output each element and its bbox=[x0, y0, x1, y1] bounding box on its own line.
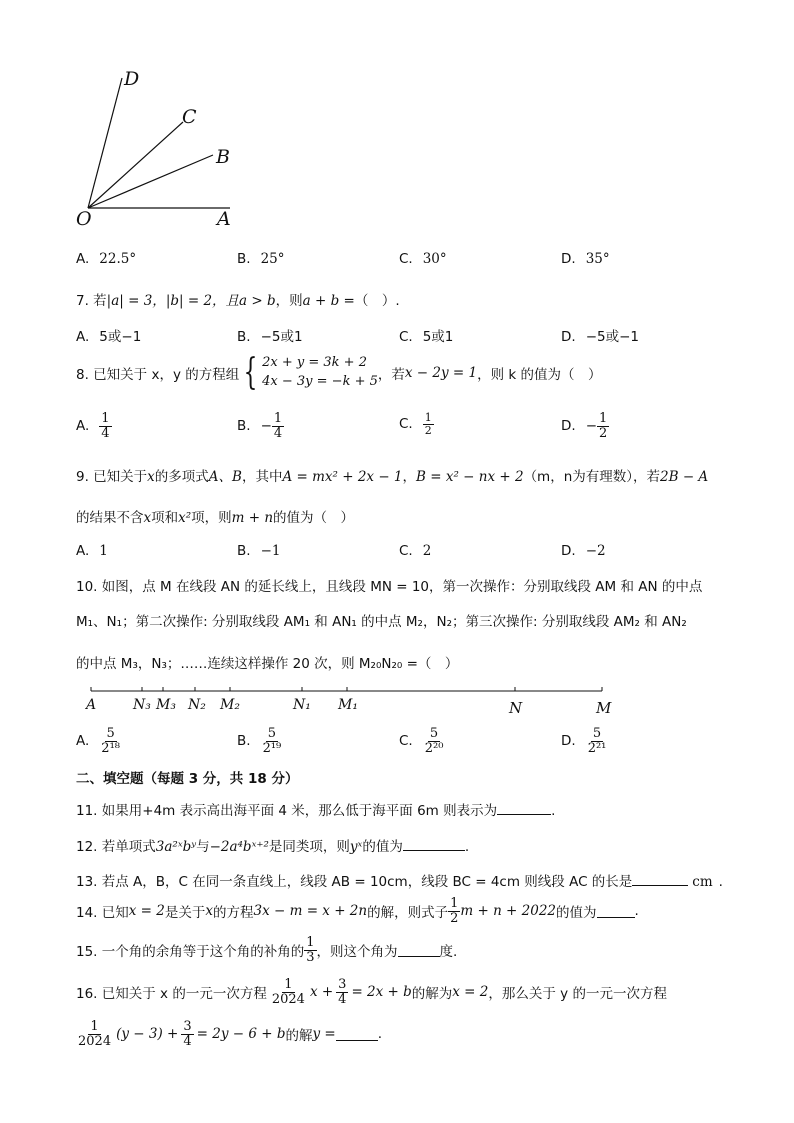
q11: 11. 如果用+4m 表示高出海平面 4 米，那么低于海平面 6m 则表示为 . bbox=[76, 803, 556, 819]
q16-line1: 16. 已知关于 x 的一元一次方程 $\frac{1}{2024}$ x + $\frac{3}{4}$ = 2x + b 的解为 x = 2 ，那么关于 y 的一元一次方程 bbox=[76, 977, 667, 1007]
label-d: D bbox=[124, 68, 140, 90]
q15-answer-blank[interactable] bbox=[398, 944, 440, 957]
pt-m2: M₂ bbox=[220, 697, 240, 713]
q14-answer-blank[interactable] bbox=[597, 905, 635, 918]
ray-ob bbox=[88, 155, 213, 208]
q16-answer-blank[interactable] bbox=[336, 1028, 378, 1041]
q8-option-b[interactable]: B. − $\frac{1}{4}$ bbox=[237, 411, 283, 441]
q7-stem: 7. 若|a| = 3，|b| = 2，且a > b，则a + b =（ ）. bbox=[76, 293, 400, 309]
q6-option-a[interactable]: A. 22.5° bbox=[76, 251, 137, 267]
q14: 14. 已知 x = 2 是关于 x 的方程 3x − m = x + 2n 的解，则式子 $\frac{1}{2}$ m + n + 2022 的值为 . bbox=[76, 896, 639, 926]
q7-option-d[interactable]: D. −5或−1 bbox=[561, 329, 639, 345]
q9-stem-line1: 9. 已知关于x的多项式A、B，其中A = mx² + 2x − 1，B = x² − nx + 2（m，n为有理数），若2B − A bbox=[76, 469, 709, 485]
q8-option-a[interactable]: A. $\frac{1}{4}$ bbox=[76, 411, 110, 441]
q10-option-c[interactable]: C. $\frac{5}{\text{2²⁰}}$ bbox=[399, 726, 444, 756]
system-brace: { bbox=[243, 351, 258, 393]
q12: 12. 若单项式3a²ˣbʸ与−2a⁴bˣ⁺²是同类项，则yˣ的值为 . bbox=[76, 839, 470, 855]
q7-option-a[interactable]: A. 5或−1 bbox=[76, 329, 142, 345]
pt-m3: M₃ bbox=[156, 697, 176, 713]
q12-answer-blank[interactable] bbox=[403, 838, 465, 851]
q11-answer-blank[interactable] bbox=[497, 802, 551, 815]
q9-option-a[interactable]: A. 1 bbox=[76, 543, 108, 559]
label-c: C bbox=[182, 106, 197, 128]
q6-option-c[interactable]: C. 30° bbox=[399, 251, 447, 267]
q13-answer-blank[interactable] bbox=[632, 873, 688, 886]
q9-option-c[interactable]: C. 2 bbox=[399, 543, 432, 559]
label-a: A bbox=[217, 208, 231, 230]
q15: 15. 一个角的余角等于这个角的补角的 $\frac{1}{3}$ ，则这个角为 度. bbox=[76, 935, 458, 965]
q6-option-b[interactable]: B. 25° bbox=[237, 251, 285, 267]
q7-option-b[interactable]: B. −5或1 bbox=[237, 329, 303, 345]
q9-option-d[interactable]: D. −2 bbox=[561, 543, 606, 559]
section-title: 二、填空题（每题 3 分，共 18 分） bbox=[76, 771, 299, 787]
q9-option-b[interactable]: B. −1 bbox=[237, 543, 281, 559]
pt-n: N bbox=[509, 699, 523, 717]
q8-option-c[interactable]: C. $\frac{1}{2}$ bbox=[399, 411, 432, 437]
q9-stem-line2: 的结果不含x项和x²项，则m + n的值为（ ） bbox=[76, 510, 355, 526]
q7-option-c[interactable]: C. 5或1 bbox=[399, 329, 454, 345]
equation-system: 2x + y = 3k + 2 4x − 3y = −k + 5 bbox=[262, 355, 378, 389]
q8-stem: 8. 已知关于 x，y 的方程组 { 2x + y = 3k + 2 4x − 3y = −k + 5 ，若 x − 2y = 1 ，则 k 的值为（ ） bbox=[76, 351, 602, 393]
pt-m: M bbox=[596, 699, 612, 717]
q10-option-b[interactable]: B. $\frac{5}{\text{2¹⁹}}$ bbox=[237, 726, 282, 756]
q13: 13. 若点 A，B，C 在同一条直线上，线段 AB = 10cm，线段 BC = 4cm 则线段 AC 的长是 cm . bbox=[76, 874, 723, 890]
q10-option-d[interactable]: D. $\frac{5}{\text{2²¹}}$ bbox=[561, 726, 607, 756]
label-o: O bbox=[76, 208, 92, 230]
pt-m1: M₁ bbox=[338, 697, 358, 713]
q16-line2: $\frac{1}{2024}$ (y − 3) + $\frac{3}{4}$ = 2y − 6 + b 的解 y = . bbox=[78, 1019, 382, 1049]
q10-stem-line3: 的中点 M₃，N₃；……连续这样操作 20 次，则 M₂₀N₂₀ =（ ） bbox=[76, 656, 459, 672]
pt-a: A bbox=[86, 697, 97, 713]
ray-od bbox=[88, 78, 122, 208]
pt-n3: N₃ bbox=[133, 697, 151, 713]
q10-stem-line2: M₁、N₁；第二次操作: 分别取线段 AM₁ 和 AN₁ 的中点 M₂，N₂；第三次操作: 分别取线段 AM₂ 和 AN₂ bbox=[76, 614, 687, 630]
q8-option-d[interactable]: D. − $\frac{1}{2}$ bbox=[561, 411, 608, 441]
pt-n2: N₂ bbox=[188, 697, 206, 713]
ray-oc bbox=[88, 122, 183, 208]
pt-n1: N₁ bbox=[293, 697, 311, 713]
label-b: B bbox=[216, 146, 230, 168]
q6-option-d[interactable]: D. 35° bbox=[561, 251, 610, 267]
q10-stem-line1: 10. 如图，点 M 在线段 AN 的延长线上，且线段 MN = 10，第一次操作：分别取线段 AM 和 AN 的中点 bbox=[76, 579, 703, 595]
q10-option-a[interactable]: A. $\frac{5}{\text{2¹⁸}}$ bbox=[76, 726, 120, 756]
